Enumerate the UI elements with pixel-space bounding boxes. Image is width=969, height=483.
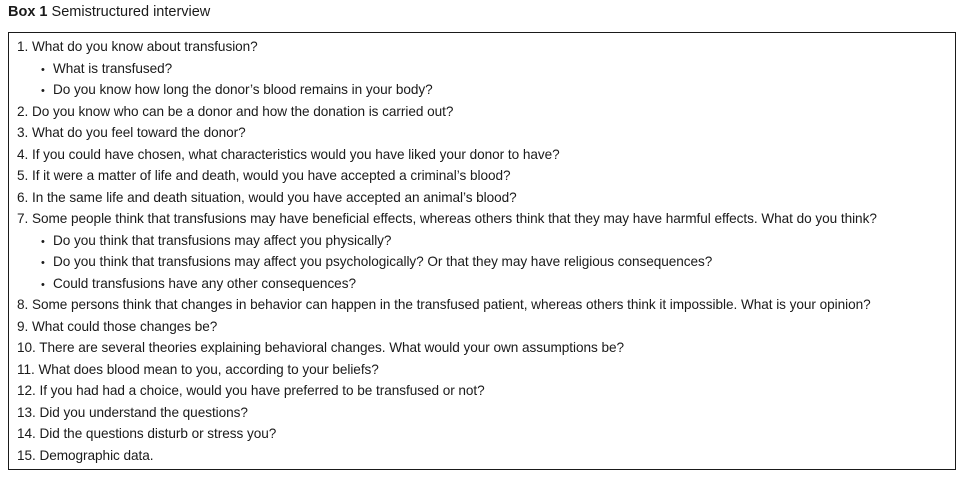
question-number: 14. [17, 426, 36, 441]
question-number: 10. [17, 340, 36, 355]
bullet-icon: • [41, 278, 45, 291]
question-item [9, 359, 955, 381]
question-item [9, 165, 955, 187]
bullet-icon: • [41, 235, 45, 248]
bullet-icon: • [41, 85, 45, 97]
sub-question-text: Could transfusions have any other consequences? [53, 275, 356, 291]
sub-question-item [9, 79, 955, 101]
sub-question-text: Do you think that transfusions may affect you psychologically? Or that they may have religious consequences? [53, 254, 713, 269]
question-text: What do you feel toward the donor? [31, 125, 246, 140]
question-number: 13. [17, 404, 36, 420]
question-text: If you could have chosen, what characteristics would you have liked your donor to have? [31, 146, 560, 162]
question-text: What could those changes be? [31, 318, 218, 334]
question-item [9, 337, 955, 359]
question-item [9, 144, 955, 166]
question-number: 12. [17, 383, 36, 398]
sub-question-item [9, 230, 955, 252]
sub-question-item [9, 251, 955, 273]
question-text: Did the questions disturb or stress you? [39, 426, 277, 441]
question-list [9, 36, 955, 466]
box-caption [8, 3, 210, 21]
question-text: If you had had a choice, would you have preferred to be transfused or not? [39, 383, 485, 398]
question-number: 1. [17, 39, 29, 54]
question-item [9, 402, 955, 424]
question-text: Do you know who can be a donor and how the donation is carried out? [31, 103, 454, 119]
box-label: Box 1 [8, 4, 48, 20]
bullet-icon: • [41, 63, 45, 76]
question-text: In the same life and death situation, would you have accepted an animal’s blood? [31, 189, 517, 205]
question-item [9, 423, 955, 445]
question-text: There are several theories explaining behavioral changes. What would your own assumptions be? [39, 340, 624, 355]
question-item [9, 101, 955, 123]
sub-question-text: Do you know how long the donor’s blood remains in your body? [53, 82, 433, 97]
question-item [9, 316, 955, 338]
question-text: Did you understand the questions? [39, 404, 248, 420]
question-text: Some persons think that changes in behavior can happen in the transfused patient, whereas others think it impossible. What is your opinion? [31, 297, 871, 312]
question-item [9, 380, 955, 402]
question-number: 15. [17, 447, 36, 463]
question-number: 7. [17, 211, 29, 226]
question-item [9, 122, 955, 144]
question-item [9, 445, 955, 467]
question-item [9, 208, 955, 230]
sub-question-item [9, 273, 955, 295]
question-number: 6. [17, 189, 29, 205]
question-item [9, 36, 955, 58]
question-text: Some people think that transfusions may have beneficial effects, whereas others think that they may have harmful effects. What do you think? [31, 211, 877, 226]
question-text: What does blood mean to you, according to your beliefs? [38, 361, 379, 377]
question-number: 9. [17, 318, 29, 334]
question-number: 11. [17, 361, 35, 377]
question-text: If it were a matter of life and death, would you have accepted a criminal’s blood? [31, 168, 511, 183]
sub-question-text: Do you think that transfusions may affect you physically? [53, 232, 392, 248]
interview-box [8, 32, 956, 470]
question-number: 5. [17, 168, 29, 183]
question-item [9, 294, 955, 316]
question-item [9, 187, 955, 209]
box-title: Semistructured interview [51, 4, 211, 20]
bullet-icon: • [41, 257, 45, 269]
question-number: 2. [17, 103, 29, 119]
sub-question-item [9, 58, 955, 80]
question-number: 3. [17, 125, 29, 140]
question-number: 8. [17, 297, 29, 312]
question-text: What do you know about transfusion? [31, 39, 258, 54]
question-number: 4. [17, 146, 29, 162]
question-text: Demographic data. [39, 447, 154, 463]
sub-question-text: What is transfused? [53, 60, 173, 76]
